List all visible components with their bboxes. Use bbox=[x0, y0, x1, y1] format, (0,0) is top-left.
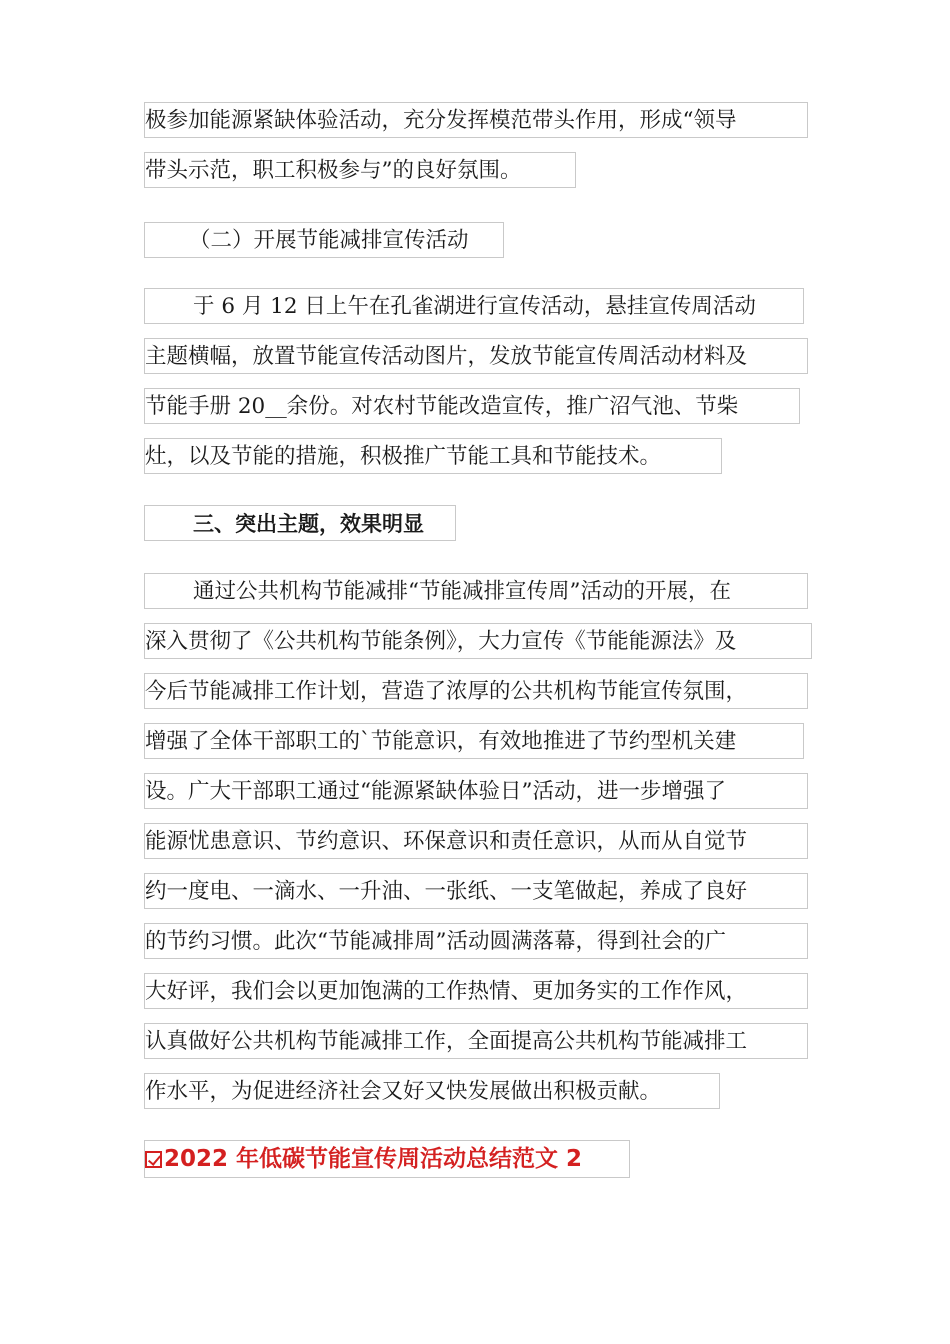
text-line: 极参加能源紧缺体验活动，充分发挥模范带头作用，形成“领导 bbox=[144, 102, 808, 138]
text-line: 约一度电、一滴水、一升油、一张纸、一支笔做起，养成了良好 bbox=[144, 873, 808, 909]
text-line: 带头示范，职工积极参与”的良好氛围。 bbox=[144, 152, 576, 188]
next-article-heading bbox=[144, 1140, 630, 1178]
text-line: 主题横幅，放置节能宣传活动图片，发放节能宣传周活动材料及 bbox=[144, 338, 808, 374]
section-title: 三、突出主题，效果明显 bbox=[144, 505, 456, 541]
text-line: 大好评，我们会以更加饱满的工作热情、更加务实的工作作风， bbox=[144, 973, 808, 1009]
text-line: 今后节能减排工作计划，营造了浓厚的公共机构节能宣传氛围， bbox=[144, 673, 808, 709]
next-article-title: 2022 年低碳节能宣传周活动总结范文 2 bbox=[164, 1146, 583, 1172]
text-line: 认真做好公共机构节能减排工作，全面提高公共机构节能减排工 bbox=[144, 1023, 808, 1059]
text-line: 的节约习惯。此次“节能减排周”活动圆满落幕，得到社会的广 bbox=[144, 923, 808, 959]
text-line: 深入贯彻了《公共机构节能条例》，大力宣传《节能能源法》及 bbox=[144, 623, 812, 659]
text-line: 作水平，为促进经济社会又好又快发展做出积极贡献。 bbox=[144, 1073, 720, 1109]
text-line: 于 6 月 12 日上午在孔雀湖进行宣传活动，悬挂宣传周活动 bbox=[144, 288, 804, 324]
text-line: 设。广大干部职工通过“能源紧缺体验日”活动，进一步增强了 bbox=[144, 773, 808, 809]
text-line: 增强了全体干部职工的`节能意识，有效地推进了节约型机关建 bbox=[144, 723, 804, 759]
text-line: 节能手册 20__余份。对农村节能改造宣传，推广沼气池、节柴 bbox=[144, 388, 800, 424]
text-line: 能源忧患意识、节约意识、环保意识和责任意识，从而从自觉节 bbox=[144, 823, 808, 859]
text-line: 通过公共机构节能减排“节能减排宣传周”活动的开展，在 bbox=[144, 573, 808, 609]
checkbox-checked-icon bbox=[145, 1151, 162, 1168]
text-line: 灶，以及节能的措施，积极推广节能工具和节能技术。 bbox=[144, 438, 722, 474]
subsection-heading: （二）开展节能减排宣传活动 bbox=[144, 222, 504, 258]
